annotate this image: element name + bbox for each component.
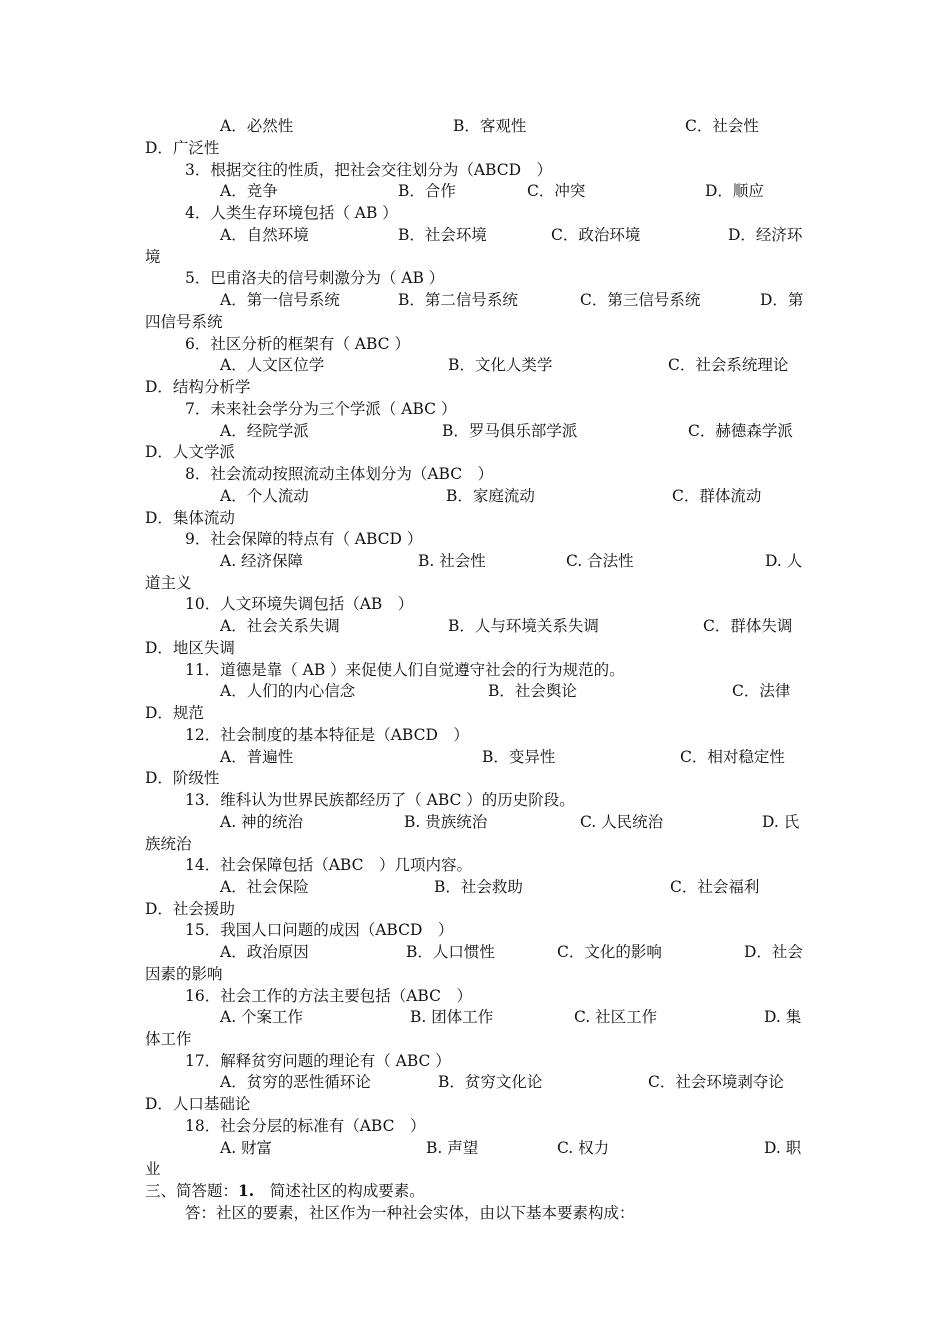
option-c: C．法律: [732, 682, 791, 700]
option-a: A. 神的统治: [220, 813, 304, 831]
wrapped-option-line: [0, 246, 950, 268]
option-d: D．第: [760, 291, 804, 309]
option-b: B. 声望: [426, 1139, 479, 1157]
option-b: B．贫穷文化论: [438, 1073, 543, 1091]
options-row: [0, 615, 950, 637]
option-b: B．家庭流动: [446, 487, 535, 505]
options-row: [0, 289, 950, 311]
options-row: [0, 680, 950, 702]
wrapped-text: 因素的影响: [145, 965, 223, 983]
wrapped-option-line: [0, 702, 950, 724]
question-line: [0, 202, 950, 224]
wrapped-text: D．阶级性: [145, 769, 220, 787]
question-line: [0, 1050, 950, 1072]
option-c: C. 合法性: [566, 552, 634, 570]
question-text: 6．社区分析的框架有（ ABC ）: [185, 335, 410, 353]
option-d: D. 人: [765, 552, 803, 570]
section-heading: [0, 1180, 950, 1202]
question-line: [0, 398, 950, 420]
option-a: A．必然性: [220, 117, 294, 135]
wrapped-option-line: [0, 441, 950, 463]
option-d: D. 氏: [762, 813, 800, 831]
question-text: 10．人文环境失调包括（AB ）: [185, 595, 414, 613]
wrapped-option-line: [0, 376, 950, 398]
options-row: [0, 811, 950, 833]
option-a: A．个人流动: [220, 487, 309, 505]
option-c: C．群体流动: [672, 487, 762, 505]
option-b: B．罗马俱乐部学派: [442, 422, 578, 440]
option-c: C．社会系统理论: [668, 356, 789, 374]
option-b: B．变异性: [482, 748, 556, 766]
option-c: C．社会环境剥夺论: [648, 1073, 784, 1091]
wrapped-option-line: [0, 507, 950, 529]
wrapped-option-line: [0, 1028, 950, 1050]
question-line: [0, 528, 950, 550]
wrapped-option-line: [0, 637, 950, 659]
wrapped-option-line: [0, 1093, 950, 1115]
option-a: A．自然环境: [220, 226, 309, 244]
option-c: C. 权力: [557, 1139, 610, 1157]
question-line: [0, 659, 950, 681]
wrapped-text: 境: [145, 248, 161, 266]
options-row: [0, 354, 950, 376]
question-text: 7．未来社会学分为三个学派（ ABC ）: [185, 400, 457, 418]
option-b: B．社会环境: [398, 226, 487, 244]
option-a: A．人文区位学: [220, 356, 325, 374]
option-d: D．社会: [744, 943, 803, 961]
option-b: B．社会救助: [434, 878, 523, 896]
option-c: C．文化的影响: [557, 943, 662, 961]
question-text: 13．维科认为世界民族都经历了（ ABC ）的历史阶段。: [185, 791, 575, 809]
wrapped-text: D．广泛性: [145, 139, 220, 157]
option-b: B．文化人类学: [448, 356, 553, 374]
options-row: [0, 1006, 950, 1028]
options-row: [0, 1137, 950, 1159]
option-b: B．人与环境关系失调: [448, 617, 599, 635]
question-text: 11．道德是靠（ AB ）来促使人们自觉遵守社会的行为规范的。: [185, 661, 625, 679]
question-text: 17．解释贫穷问题的理论有（ ABC ）: [185, 1052, 451, 1070]
wrapped-option-line: [0, 311, 950, 333]
question-text: 12．社会制度的基本特征是（ABCD ）: [185, 726, 469, 744]
answer-line: [0, 1202, 950, 1224]
question-line: [0, 593, 950, 615]
option-c: C．群体失调: [703, 617, 793, 635]
wrapped-text: D．规范: [145, 704, 204, 722]
question-text: 9．社会保障的特点有（ ABCD ）: [185, 530, 423, 548]
question-text: 18．社会分层的标准有（ABC ）: [185, 1117, 426, 1135]
question-line: [0, 789, 950, 811]
option-b: B．客观性: [453, 117, 527, 135]
section-item-number: 1.: [238, 1181, 255, 1200]
option-a: A. 个案工作: [220, 1008, 304, 1026]
question-line: [0, 919, 950, 941]
options-row: [0, 1071, 950, 1093]
wrapped-option-line: [0, 572, 950, 594]
wrapped-option-line: [0, 1158, 950, 1180]
option-c: C．冲突: [527, 182, 586, 200]
option-a: A．政治原因: [220, 943, 309, 961]
question-text: 4．人类生存环境包括（ AB ）: [185, 204, 398, 222]
option-c: C．第三信号系统: [580, 291, 701, 309]
question-text: 5．巴甫洛夫的信号刺激分为（ AB ）: [185, 269, 445, 287]
question-line: [0, 1115, 950, 1137]
options-row: [0, 180, 950, 202]
wrapped-text: 业: [145, 1160, 161, 1178]
wrapped-text: D．人文学派: [145, 443, 235, 461]
option-b: B．人口惯性: [406, 943, 495, 961]
wrapped-text: D．结构分析学: [145, 378, 251, 396]
option-c: C．社会性: [685, 117, 759, 135]
option-d: D．经济环: [728, 226, 803, 244]
wrapped-text: D．社会援助: [145, 900, 235, 918]
question-line: [0, 463, 950, 485]
question-line: [0, 333, 950, 355]
option-a: A. 财富: [220, 1139, 273, 1157]
option-a: A．竞争: [220, 182, 278, 200]
wrapped-option-line: [0, 767, 950, 789]
option-c: C. 社区工作: [574, 1008, 658, 1026]
options-row: [0, 224, 950, 246]
question-line: [0, 267, 950, 289]
question-text: 16．社会工作的方法主要包括（ABC ）: [185, 987, 472, 1005]
options-row: [0, 485, 950, 507]
wrapped-option-line: [0, 963, 950, 985]
options-row: [0, 115, 950, 137]
question-line: [0, 159, 950, 181]
wrapped-text: D．人口基础论: [145, 1095, 251, 1113]
question-line: [0, 854, 950, 876]
option-b: B．社会舆论: [488, 682, 577, 700]
option-b: B. 贵族统治: [404, 813, 488, 831]
options-row: [0, 420, 950, 442]
option-a: A. 经济保障: [220, 552, 304, 570]
option-a: A．经院学派: [220, 422, 309, 440]
option-c: C．政治环境: [551, 226, 641, 244]
option-a: A．普遍性: [220, 748, 294, 766]
option-a: A．第一信号系统: [220, 291, 340, 309]
question-text: 14．社会保障包括（ABC ）几项内容。: [185, 856, 472, 874]
question-text: 3．根据交往的性质，把社会交往划分为（ABCD ）: [185, 161, 553, 179]
option-a: A．贫穷的恶性循环论: [220, 1073, 371, 1091]
wrapped-option-line: [0, 898, 950, 920]
answer-text: 答：社区的要素，社区作为一种社会实体，由以下基本要素构成：: [185, 1204, 635, 1222]
wrapped-text: 族统治: [145, 835, 192, 853]
wrapped-text: D．地区失调: [145, 639, 235, 657]
wrapped-option-line: [0, 833, 950, 855]
option-b: B．第二信号系统: [398, 291, 518, 309]
section-heading-text: [145, 1180, 425, 1202]
option-a: A．人们的内心信念: [220, 682, 356, 700]
option-a: A．社会关系失调: [220, 617, 340, 635]
options-row: [0, 550, 950, 572]
question-line: [0, 724, 950, 746]
option-b: B．合作: [398, 182, 456, 200]
question-line: [0, 985, 950, 1007]
section-label: 三、简答题：: [145, 1182, 239, 1200]
wrapped-text: 体工作: [145, 1030, 192, 1048]
section-item-text: 简述社区的构成要素。: [254, 1182, 425, 1200]
option-c: C. 人民统治: [580, 813, 664, 831]
option-b: B. 团体工作: [410, 1008, 494, 1026]
options-row: [0, 746, 950, 768]
option-d: D. 职: [764, 1139, 802, 1157]
wrapped-text: D．集体流动: [145, 509, 235, 527]
option-c: C．赫德森学派: [688, 422, 793, 440]
options-row: [0, 941, 950, 963]
wrapped-option-line: [0, 137, 950, 159]
option-a: A．社会保险: [220, 878, 309, 896]
question-text: 15．我国人口问题的成因（ABCD ）: [185, 921, 454, 939]
option-c: C．相对稳定性: [680, 748, 785, 766]
options-row: [0, 876, 950, 898]
option-b: B. 社会性: [418, 552, 486, 570]
question-text: 8．社会流动按照流动主体划分为（ABC ）: [185, 465, 494, 483]
option-d: D. 集: [764, 1008, 802, 1026]
wrapped-text: 四信号系统: [145, 313, 223, 331]
option-c: C．社会福利: [670, 878, 760, 896]
option-d: D．顺应: [705, 182, 764, 200]
wrapped-text: 道主义: [145, 574, 192, 592]
